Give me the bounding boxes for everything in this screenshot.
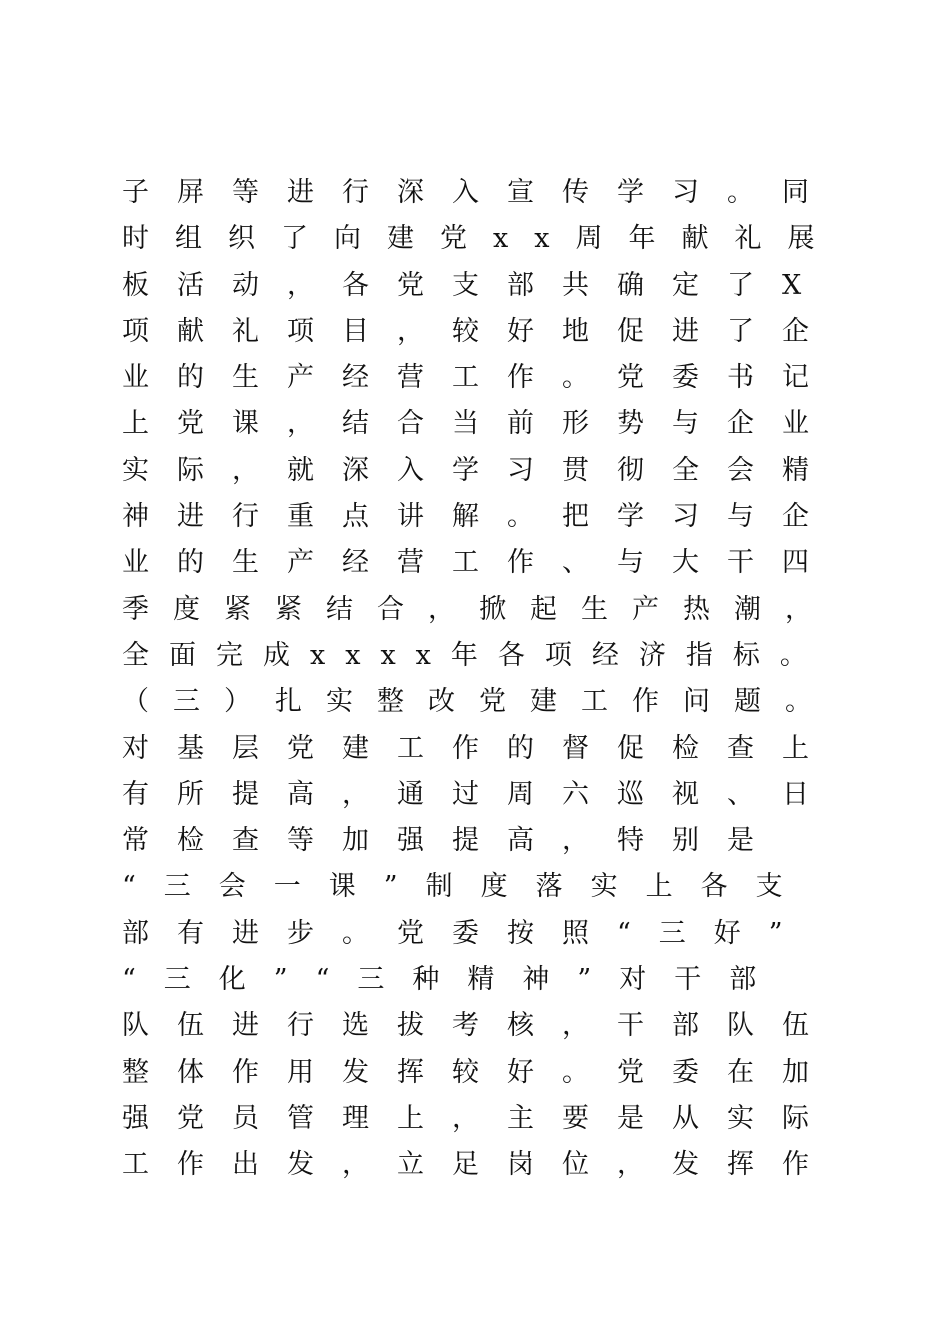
text-line: 板活动，各党支部共确定了X bbox=[122, 269, 830, 301]
text-line: 常检查等加强提高，特别是 bbox=[122, 825, 782, 857]
text-line: 神进行重点讲解。把学习与企 bbox=[122, 501, 837, 533]
text-line: 业的生产经营工作、与大干四 bbox=[122, 547, 837, 579]
text-line: 工作出发，立足岗位，发挥作 bbox=[122, 1149, 837, 1181]
text-line: “三化”“三种精神”对干部 bbox=[122, 964, 785, 996]
text-line: 部有进步。党委按照“三好” bbox=[122, 917, 811, 949]
text-line: 整体作用发挥较好。党委在加 bbox=[122, 1056, 837, 1088]
text-line: “三会一课”制度落实上各支 bbox=[122, 871, 811, 903]
text-line: 对基层党建工作的督促检查上 bbox=[122, 732, 837, 764]
text-line: 业的生产经营工作。党委书记 bbox=[122, 362, 837, 394]
text-line: 实际，就深入学习贯彻全会精 bbox=[122, 454, 837, 486]
text-line: 强党员管理上，主要是从实际 bbox=[122, 1102, 837, 1134]
text-line: 上党课，结合当前形势与企业 bbox=[122, 408, 837, 440]
text-line: 子屏等进行深入宣传学习。同 bbox=[122, 177, 837, 208]
text-line: 季度紧紧结合，掀起生产热潮， bbox=[122, 593, 836, 625]
body-text bbox=[122, 170, 841, 1189]
text-line: 队伍进行选拔考核，干部队伍 bbox=[122, 1010, 837, 1042]
text-line: 全面完成xxxx年各项经济指标。 bbox=[122, 639, 827, 671]
text-line: 时组织了向建党xx周年献礼展 bbox=[122, 223, 841, 255]
section-heading-line: （三）扎实整改党建工作问题。 bbox=[122, 686, 836, 718]
text-line: 项献礼项目，较好地促进了企 bbox=[122, 315, 837, 347]
text-line: 有所提高，通过周六巡视、日 bbox=[122, 778, 837, 810]
